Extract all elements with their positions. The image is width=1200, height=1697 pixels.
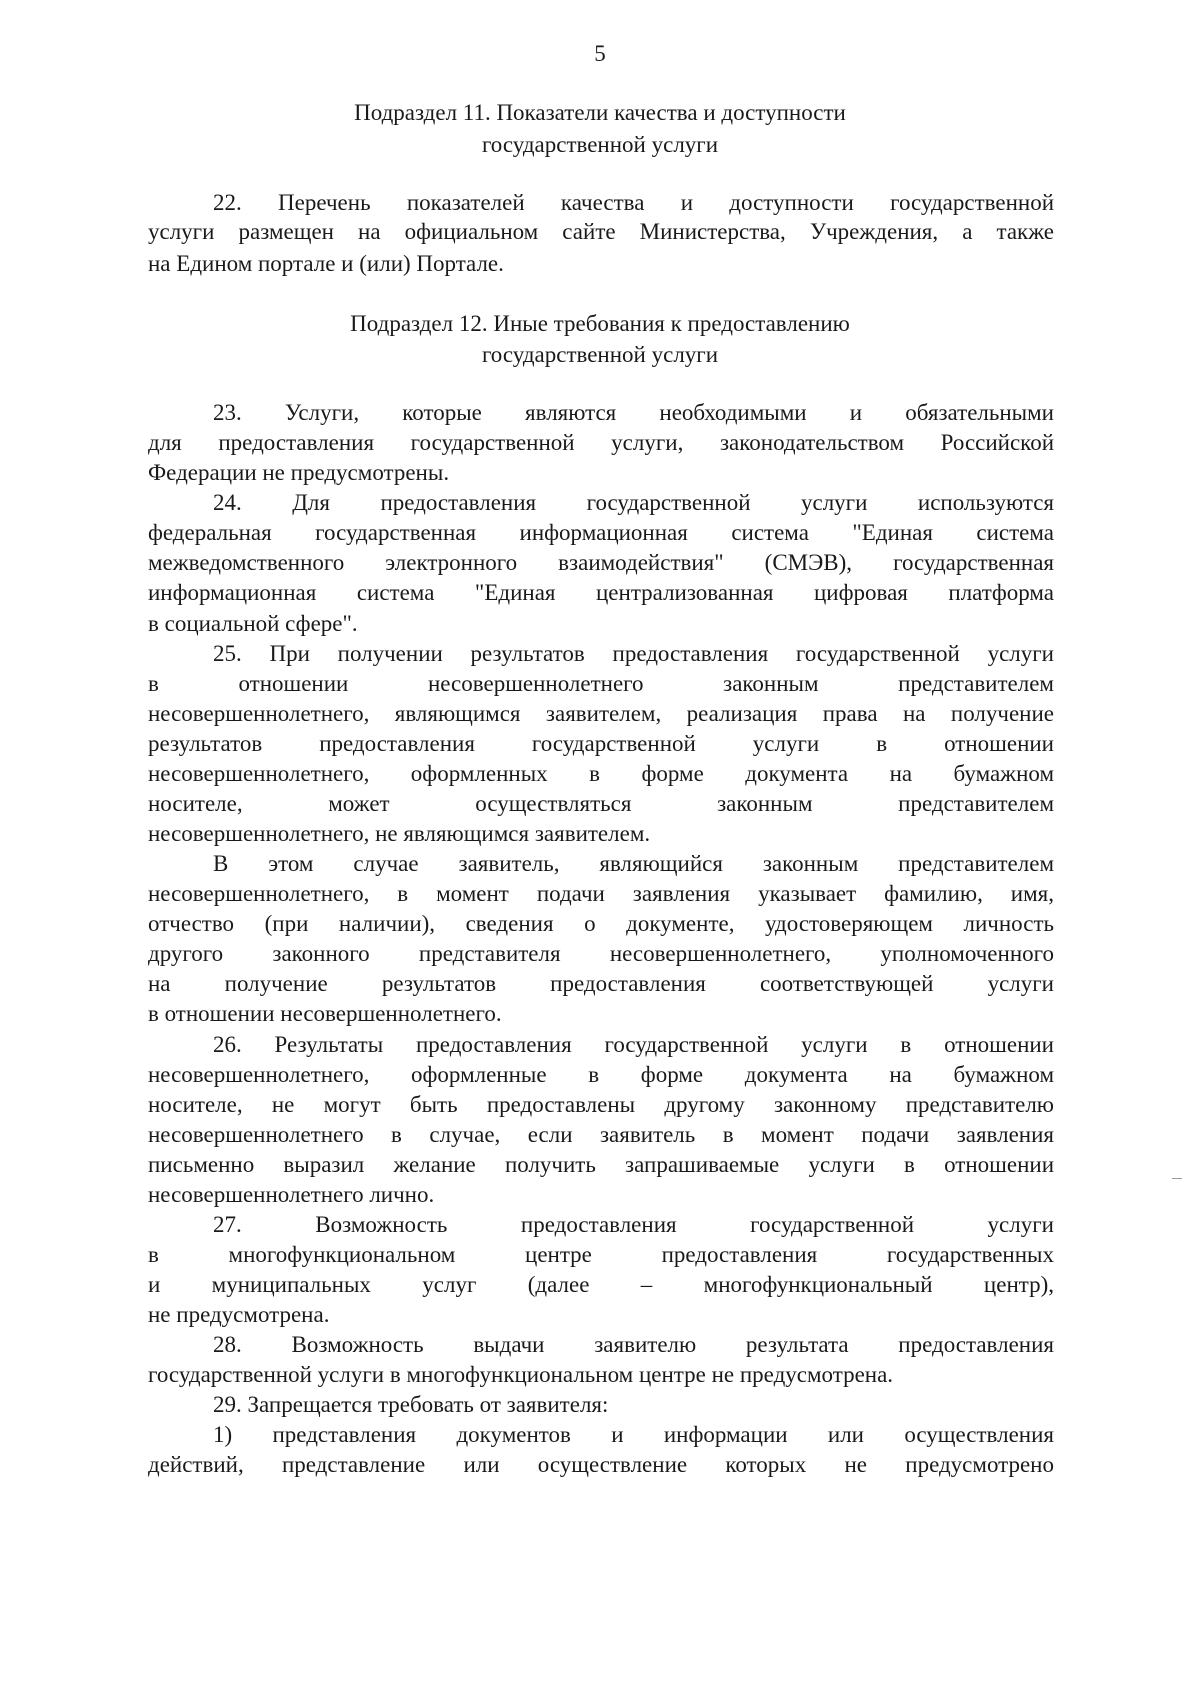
paragraph-25-line: несовершеннолетнего, не являющимся заявителем. (148, 821, 651, 846)
page-number: 5 (594, 41, 606, 66)
paragraph-26-line: письменно выразил желание получить запрашиваемые услуги в отношении (148, 1152, 1054, 1177)
paragraph-24-line: информационная система "Единая централизованная цифровая платформа (148, 580, 1054, 605)
paragraph-23-line: Федерации не предусмотрены. (148, 460, 450, 485)
subsection-11-title: Подраздел 11. Показатели качества и доступности (354, 100, 846, 125)
paragraph-27-line: и муниципальных услуг (далее – многофункциональный центр), (148, 1272, 1054, 1297)
paragraph-26-line: носителе, не могут быть предоставлены другому законному представителю (148, 1092, 1054, 1117)
paragraph-26-line: 26. Результаты предоставления государственной услуги в отношении (213, 1032, 1054, 1057)
paragraph-22-line: на Едином портале и (или) Портале. (148, 251, 504, 276)
paragraph-23-line: для предоставления государственной услуги, законодательством Российской (148, 430, 1054, 455)
paragraph-24-line: федеральная государственная информационная система "Единая система (148, 520, 1054, 545)
paragraph-26-line: несовершеннолетнего, оформленные в форме документа на бумажном (148, 1062, 1054, 1087)
paragraph-23-line: 23. Услуги, которые являются необходимыми и обязательными (213, 400, 1054, 425)
paragraph-25b-line: несовершеннолетнего, в момент подачи заявления указывает фамилию, имя, (148, 881, 1054, 906)
paragraph-24-line: межведомственного электронного взаимодействия" (СМЭВ), государственная (148, 550, 1054, 575)
paragraph-25b-line: В этом случае заявитель, являющийся законным представителем (213, 851, 1054, 876)
paragraph-26-line: несовершеннолетнего в случае, если заявитель в момент подачи заявления (148, 1122, 1054, 1147)
paragraph-25-line: в отношении несовершеннолетнего законным представителем (148, 671, 1054, 696)
paragraph-25b-line: другого законного представителя несовершеннолетнего, уполномоченного (148, 941, 1054, 966)
subsection-12-title-cont: государственной услуги (481, 342, 719, 367)
subsection-12-title: Подраздел 12. Иные требования к предоставлению (350, 311, 850, 336)
paragraph-24-line: в социальной сфере". (148, 611, 358, 636)
paragraph-28-line: государственной услуги в многофункциональном центре не предусмотрена. (148, 1362, 894, 1387)
paragraph-24-line: 24. Для предоставления государственной услуги используются (213, 490, 1054, 515)
paragraph-25-line: 25. При получении результатов предоставления государственной услуги (213, 641, 1054, 666)
paragraph-25b-line: на получение результатов предоставления соответствующей услуги (148, 971, 1054, 996)
paragraph-22-line: услуги размещен на официальном сайте Министерства, Учреждения, а также (148, 219, 1054, 244)
paragraph-27-line: не предусмотрена. (148, 1302, 330, 1327)
subsection-11-title-cont: государственной услуги (481, 132, 719, 157)
paragraph-25-line: несовершеннолетнего, оформленных в форме документа на бумажном (148, 761, 1054, 786)
paragraph-25-line: несовершеннолетнего, являющимся заявителем, реализация права на получение (148, 701, 1054, 726)
paragraph-22-line: 22. Перечень показателей качества и доступности государственной (213, 190, 1054, 215)
paragraph-28-line: 28. Возможность выдачи заявителю результата предоставления (213, 1332, 1054, 1357)
item-29-1-line: 1) представления документов и информации или осуществления (213, 1422, 1054, 1447)
paragraph-27-line: в многофункциональном центре предоставления государственных (148, 1242, 1054, 1267)
item-29-1-line: действий, представление или осуществление которых не предусмотрено (148, 1452, 1054, 1477)
paragraph-25b-line: в отношении несовершеннолетнего. (148, 1001, 502, 1026)
paragraph-27-line: 27. Возможность предоставления государственной услуги (213, 1212, 1054, 1237)
paragraph-26-line: несовершеннолетнего лично. (148, 1182, 435, 1207)
paragraph-25-line: носителе, может осуществляться законным представителем (148, 791, 1054, 816)
paragraph-25-line: результатов предоставления государственной услуги в отношении (148, 731, 1054, 756)
scan-artifact-mark (1172, 1178, 1182, 1179)
paragraph-25b-line: отчество (при наличии), сведения о документе, удостоверяющем личность (148, 911, 1054, 936)
paragraph-29-line: 29. Запрещается требовать от заявителя: (213, 1392, 609, 1417)
